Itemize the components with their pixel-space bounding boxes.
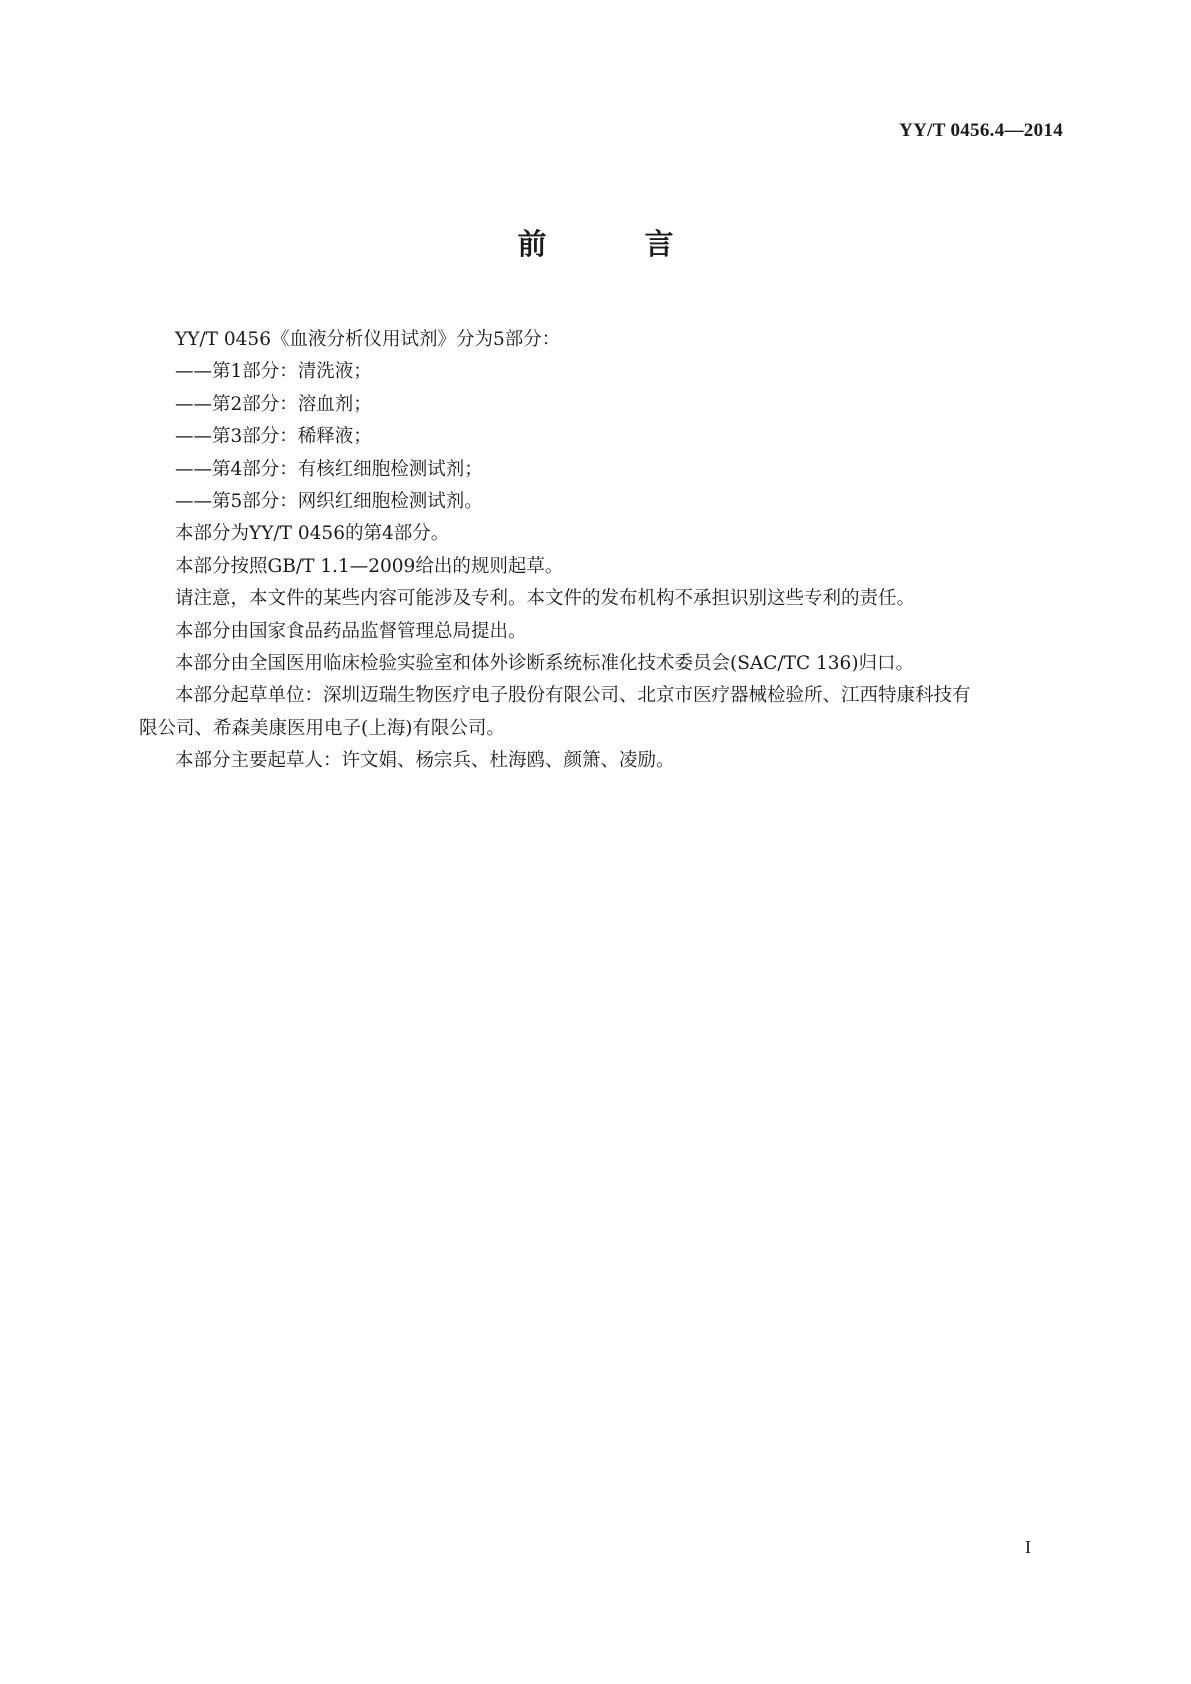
paragraph-drafters: 本部分主要起草人：许文娟、杨宗兵、杜海鸥、颜箫、凌励。 xyxy=(175,750,675,772)
paragraph-part-5: ——第5部分：网织红细胞检测试剂。 xyxy=(175,491,483,513)
paragraph-patent-notice: 请注意，本文件的某些内容可能涉及专利。本文件的发布机构不承担识别这些专利的责任。 xyxy=(175,588,916,610)
page-title: 前 言 xyxy=(517,227,718,261)
paragraph-centralized-by: 本部分由全国医用临床检验实验室和体外诊断系统标准化技术委员会(SAC/TC 136)归口。 xyxy=(175,653,915,675)
page-number: I xyxy=(1025,1537,1031,1557)
drafting-units-line-1: 本部分起草单位：深圳迈瑞生物医疗电子股份有限公司、北京市医疗器械检验所、江西特康科技有 xyxy=(175,685,971,707)
paragraph-this-part: 本部分为YY/T 0456的第4部分。 xyxy=(175,523,450,545)
standard-code: YY/T 0456.4—2014 xyxy=(899,120,1063,141)
paragraph-parts-intro: YY/T 0456《血液分析仪用试剂》分为5部分： xyxy=(175,329,561,350)
drafting-units-line-2: 限公司、希森美康医用电子(上海)有限公司。 xyxy=(139,717,505,739)
paragraph-part-3: ——第3部分：稀释液； xyxy=(175,426,372,448)
paragraph-drafting-units xyxy=(139,680,1065,745)
paragraph-part-1: ——第1部分：清洗液； xyxy=(175,361,372,383)
paragraph-proposed-by: 本部分由国家食品药品监督管理总局提出。 xyxy=(175,620,527,642)
paragraph-drafting-rules: 本部分按照GB/T 1.1—2009给出的规则起草。 xyxy=(175,555,564,577)
paragraph-part-2: ——第2部分：溶血剂； xyxy=(175,393,372,415)
paragraph-part-4: ——第4部分：有核红细胞检测试剂； xyxy=(175,458,483,480)
foreword-body xyxy=(139,324,1065,778)
